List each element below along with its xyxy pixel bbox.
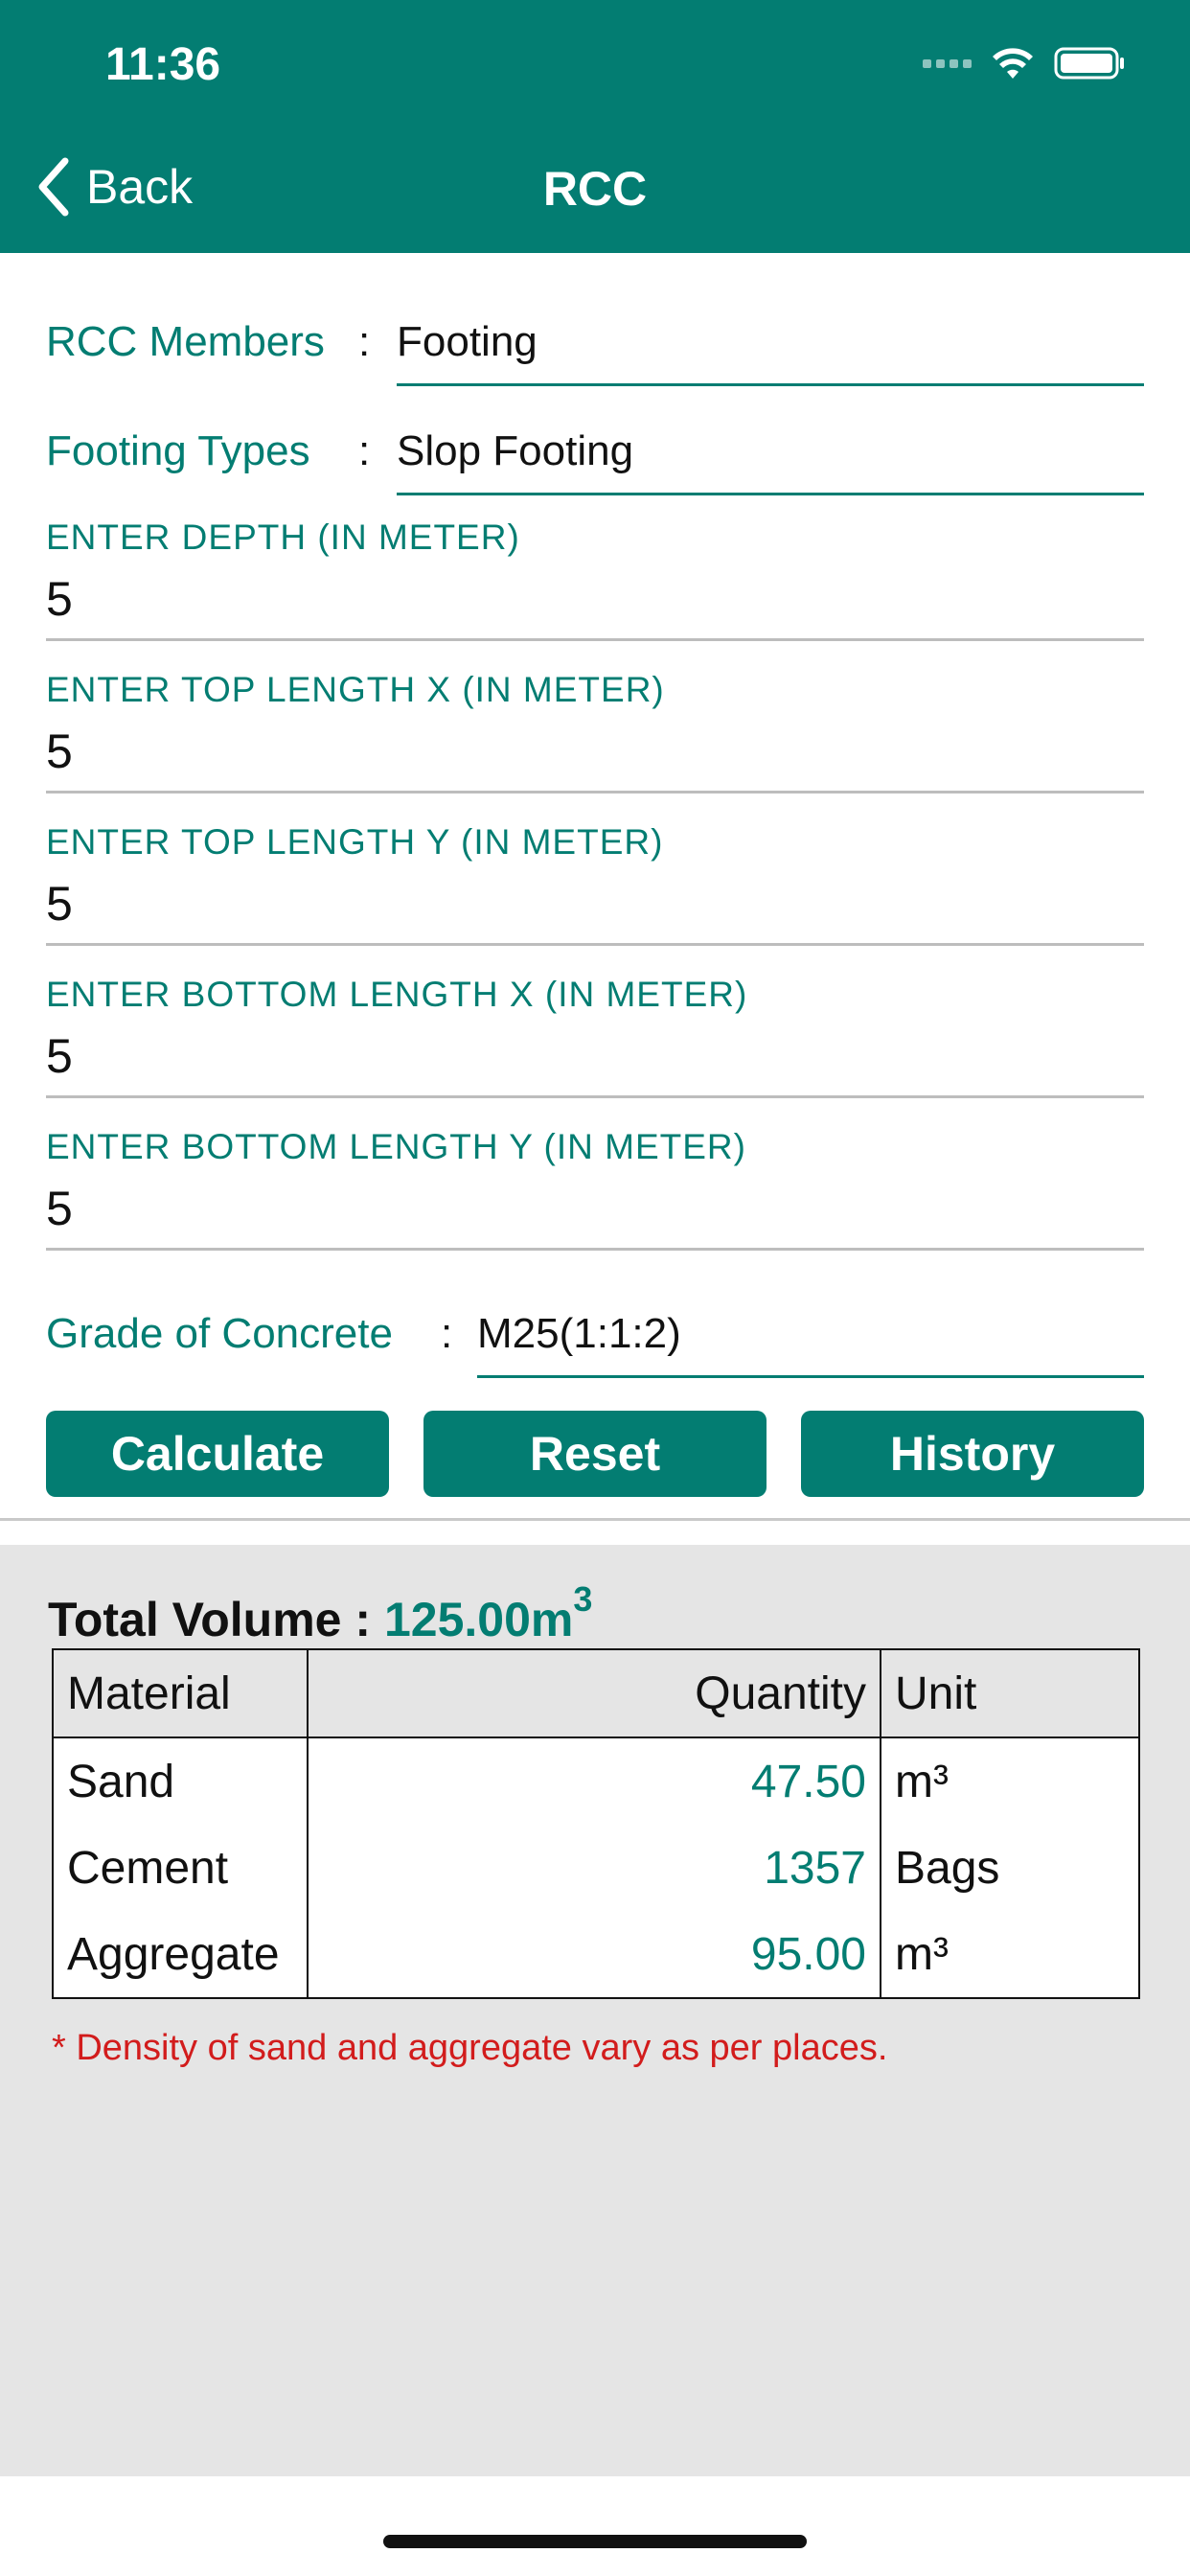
bottom-length-x-field [46,975,1144,1118]
row-material: Cement [53,1825,308,1911]
results-panel [0,1545,1190,2476]
top-length-x-input[interactable] [46,714,1144,794]
top-length-x-field [46,670,1144,814]
rcc-members-row[interactable] [46,318,1144,395]
grade-label: Grade of Concrete [46,1310,393,1357]
top-length-x-label: ENTER TOP LENGTH X (IN METER) [46,670,665,709]
home-indicator[interactable] [383,2535,807,2548]
bottom-length-x-input[interactable] [46,1019,1144,1098]
status-icons [923,44,1127,82]
colon: : [441,1310,453,1357]
row-material: Aggregate [53,1911,308,1998]
material-table [52,1648,1140,1999]
footing-types-select[interactable]: Slop Footing [397,427,1144,495]
header-quantity: Quantity [308,1649,881,1737]
rcc-members-label: RCC Members [46,318,325,365]
table-row [53,1911,1139,1998]
wifi-icon [991,46,1035,80]
total-volume-label: Total Volume : [48,1593,372,1646]
grade-row[interactable] [46,1310,1144,1387]
total-volume-value: 125.00 [383,1593,531,1646]
row-unit: m³ [881,1911,1139,1998]
total-volume [48,1579,592,1647]
battery-icon [1054,46,1127,80]
page-title: RCC [542,162,648,216]
table-header-row [53,1649,1139,1737]
row-unit: m³ [881,1737,1139,1825]
top-length-y-label: ENTER TOP LENGTH Y (IN METER) [46,822,664,862]
status-time: 11:36 [105,39,221,90]
footing-types-row[interactable] [46,427,1144,504]
row-quantity: 95.00 [308,1911,881,1998]
row-material: Sand [53,1737,308,1825]
density-note: * Density of sand and aggregate vary as per places. [52,2028,888,2068]
table-row [53,1825,1139,1911]
reset-button[interactable]: Reset [423,1411,767,1497]
back-label: Back [86,160,194,214]
row-unit: Bags [881,1825,1139,1911]
navigation-bar [0,0,1190,253]
colon: : [358,318,371,365]
footing-types-label: Footing Types [46,427,310,474]
divider [0,1518,1190,1521]
depth-input[interactable] [46,562,1144,641]
depth-label: ENTER DEPTH (IN METER) [46,518,520,557]
bottom-length-y-label: ENTER BOTTOM LENGTH Y (IN METER) [46,1127,746,1166]
top-length-y-input[interactable] [46,866,1144,946]
depth-field [46,518,1144,661]
bottom-length-y-input[interactable] [46,1171,1144,1251]
calculate-button[interactable]: Calculate [46,1411,389,1497]
top-length-y-field [46,822,1144,966]
table-row [53,1737,1139,1825]
header-unit: Unit [881,1649,1139,1737]
action-buttons [46,1411,1144,1497]
row-quantity: 47.50 [308,1737,881,1825]
signal-icon [923,59,972,68]
bottom-length-x-label: ENTER BOTTOM LENGTH X (IN METER) [46,975,748,1014]
row-quantity: 1357 [308,1825,881,1911]
colon: : [358,427,371,474]
total-volume-unit-exponent: 3 [573,1579,593,1619]
grade-select[interactable]: M25(1:1:2) [477,1310,1144,1378]
rcc-members-select[interactable]: Footing [397,318,1144,386]
header-material: Material [53,1649,308,1737]
bottom-length-y-field [46,1127,1144,1271]
history-button[interactable]: History [801,1411,1144,1497]
total-volume-unit: m [530,1593,574,1646]
